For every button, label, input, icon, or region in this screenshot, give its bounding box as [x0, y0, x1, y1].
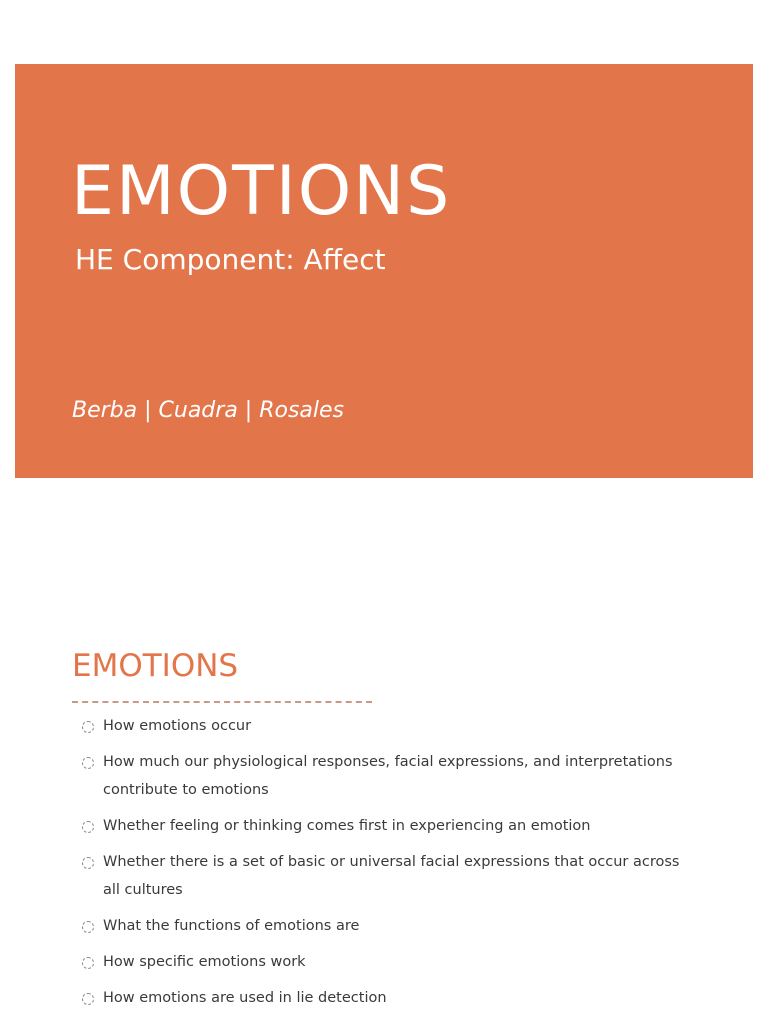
dashed-circle-icon: [82, 957, 94, 969]
list-item: [80, 948, 680, 976]
list-item-text: What the functions of emotions are: [103, 918, 360, 934]
list-item: [80, 912, 680, 940]
dashed-circle-icon: [82, 821, 94, 833]
list-item-text: How specific emotions work: [103, 954, 306, 970]
heading-divider: [72, 701, 372, 703]
slide-title: EMOTIONS: [71, 152, 452, 231]
list-item-text: Whether feeling or thinking comes first in experiencing an emotion: [103, 818, 591, 834]
dashed-circle-icon: [82, 757, 94, 769]
list-item: [80, 848, 680, 904]
list-item: [80, 984, 680, 1012]
dashed-circle-icon: [82, 921, 94, 933]
list-item-text: How emotions occur: [103, 718, 252, 734]
slide-subtitle: HE Component: Affect: [75, 243, 386, 276]
list-item-text: How much our physiological responses, facial expressions, and interpretations contribute to emotions: [103, 754, 673, 798]
dashed-circle-icon: [82, 993, 94, 1005]
section-heading: EMOTIONS: [72, 648, 239, 684]
list-item: [80, 748, 680, 804]
list-item-text: How emotions are used in lie detection: [103, 990, 387, 1006]
dashed-circle-icon: [82, 721, 94, 733]
title-slide: [15, 64, 753, 478]
dashed-circle-icon: [82, 857, 94, 869]
list-item: [80, 712, 680, 740]
list-item-text: Whether there is a set of basic or universal facial expressions that occur across all cultures: [103, 854, 680, 898]
topic-list: [80, 712, 680, 1020]
slide-authors: Berba | Cuadra | Rosales: [72, 398, 344, 423]
list-item: [80, 812, 680, 840]
